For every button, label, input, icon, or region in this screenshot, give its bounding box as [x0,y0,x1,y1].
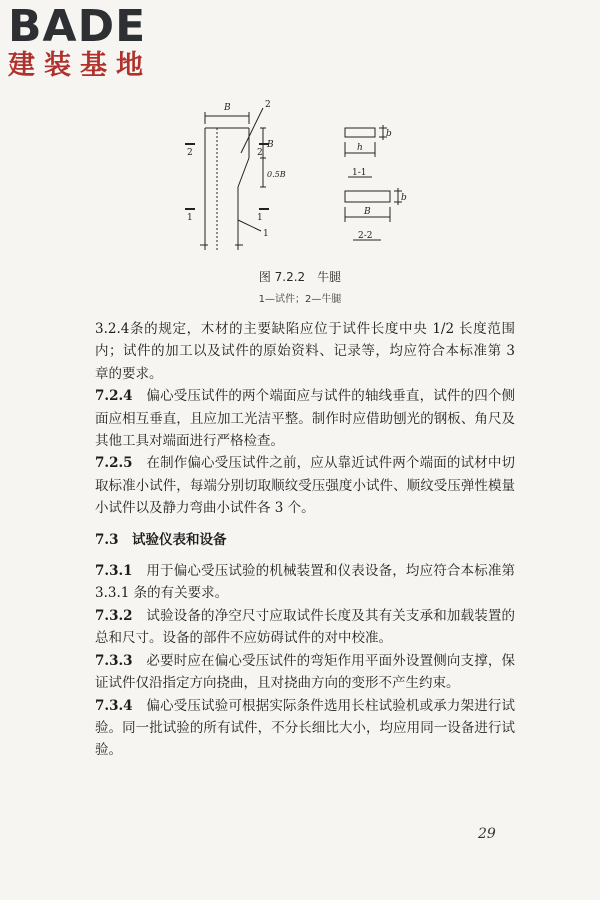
fig-label-B-side: B [267,140,274,150]
fig-label-B-top: B [224,103,231,113]
figure-caption: 图 7.2.2 牛腿 [258,270,342,284]
logo-subtitle: 建装基地 [8,50,152,81]
corbel-figure [165,95,465,265]
fig-label-05B: 0.5B [267,170,286,179]
site-logo [8,1,152,82]
body-text [95,318,515,762]
clause-7-2-4: 7.2.4 偏心受压试件的两个端面应与试件的轴线垂直，试件的四个侧面应相互垂直，且应加工光洁平整。制作时应借助刨光的钢板、角尺及其他工具对端面进行严格检查。 [95,388,516,450]
page-number: 29 [478,826,496,842]
clause-7-3-4: 7.3.4 偏心受压试验可根据实际条件选用长柱试验机或承力架进行试验。同一批试验的所有试件，不分长细比大小，均应用同一设备进行试验。 [95,697,516,759]
fig-label-2-2-title: 2-2 [358,231,373,241]
fig-label-2-2-b: b [401,193,407,203]
fig-label-cut1-right: 1 [257,213,263,223]
specimen-elevation [185,108,269,250]
fig-label-1-right: 1 [263,229,269,239]
clause-7-3-1: 7.3.1 用于偏心受压试验的机械装置和仪表设备，均应符合本标准第 3.3.1 条的有关要求。 [95,563,516,602]
paragraph-continued: 3.2.4条的规定，木材的主要缺陷应位于试件长度中央 1/2 长度范围内；试件的加工以及试件的原始资料、记录等，均应符合本标准第 3 章的要求。 [95,321,515,382]
fig-label-1-1-b: b [386,129,392,139]
fig-label-cut2-right: 2 [257,148,263,158]
fig-label-1-1-title: 1-1 [352,168,367,178]
section-2-2 [345,188,402,240]
figure-legend: 1—试件；2—牛腿 [258,294,342,305]
clause-7-2-5: 7.2.5 在制作偏心受压试件之前，应从靠近试件两个端面的试材中切取标准小试件，每端分别切取顺纹受压强度小试件、顺纹受压弹性模量小试件以及静力弯曲小试件各 3 个。 [95,455,516,517]
logo-wordmark: BADE [8,1,147,52]
fig-label-2-top: 2 [265,100,271,110]
fig-label-cut2-left: 2 [187,148,193,158]
fig-label-cut1-left: 1 [187,213,193,223]
clause-7-3-3: 7.3.3 必要时应在偏心受压试件的弯矩作用平面外设置侧向支撑，保证试件仅沿指定方向挠曲，且对挠曲方向的变形不产生约束。 [95,652,516,692]
section-heading: 7.3 试验仪表和设备 [95,531,227,548]
clause-7-3-2: 7.3.2 试验设备的净空尺寸应取试件长度及其有关支承和加载装置的总和尺寸。设备的部件不应妨碍试件的对中校准。 [95,607,516,647]
fig-label-2-2-B: B [364,207,371,217]
fig-label-1-1-h: h [357,143,363,153]
